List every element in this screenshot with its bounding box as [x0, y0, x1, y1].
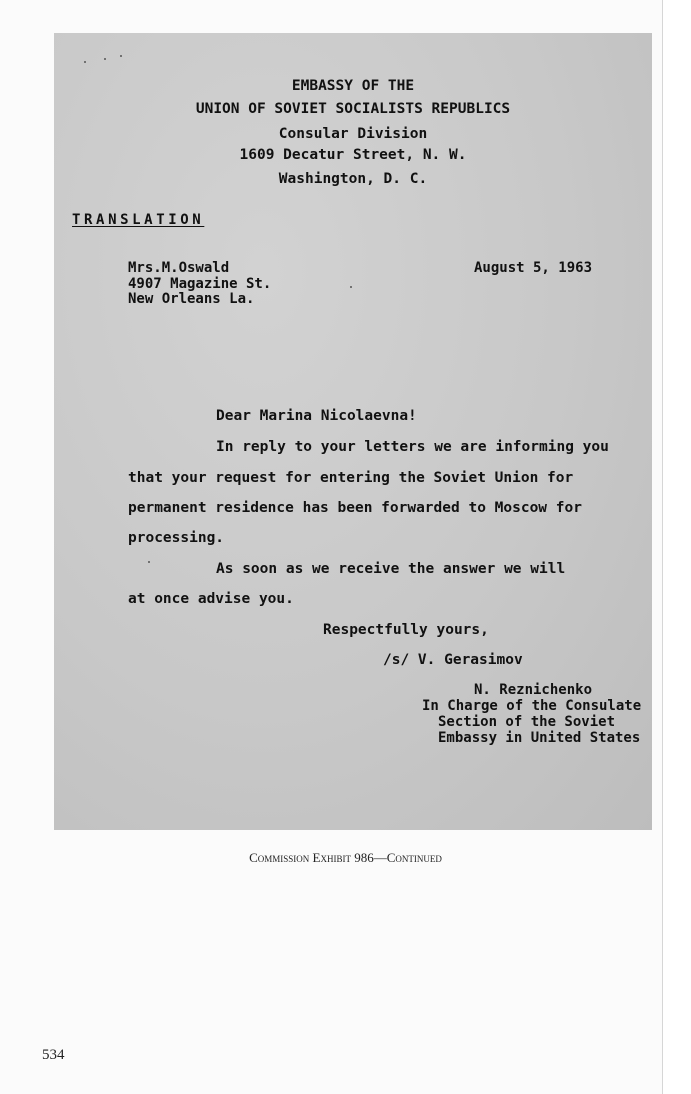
translation-label: TRANSLATION	[72, 212, 205, 228]
letter	[54, 33, 652, 830]
recipient-city: New Orleans La.	[128, 291, 255, 307]
valediction: Respectfully yours,	[323, 622, 489, 638]
speck	[350, 286, 352, 288]
signer-title-1: In Charge of the Consulate	[422, 698, 642, 714]
signer-name: N. Reznichenko	[474, 682, 593, 698]
letterhead-line-1: EMBASSY OF THE	[291, 78, 415, 94]
body-line-3: permanent residence has been forwarded to Moscow for	[128, 500, 582, 516]
recipient-name: Mrs.M.Oswald	[128, 260, 230, 276]
body-line-5: As soon as we receive the answer we will	[216, 561, 566, 577]
letterhead-line-5: Washington, D. C.	[278, 171, 428, 187]
body-line-6: at once advise you.	[128, 591, 294, 607]
speck	[148, 561, 150, 563]
body-line-4: processing.	[128, 530, 225, 546]
body-line-1: In reply to your letters we are informing you	[216, 439, 609, 455]
letter-date: August 5, 1963	[474, 260, 593, 276]
speck	[120, 55, 122, 57]
letterhead-line-4: 1609 Decatur Street, N. W.	[239, 147, 467, 163]
salutation: Dear Marina Nicolaevna!	[216, 408, 417, 424]
speck	[104, 58, 106, 60]
recipient-street: 4907 Magazine St.	[128, 276, 272, 292]
body-line-2: that your request for entering the Soviet Union for	[128, 470, 574, 486]
signer-title-3: Embassy in United States	[438, 730, 641, 746]
signature: /s/ V. Gerasimov	[383, 652, 523, 668]
letterhead-line-2: UNION OF SOVIET SOCIALISTS REPUBLICS	[195, 101, 511, 117]
exhibit-caption: Commission Exhibit 986—Continued	[249, 850, 442, 865]
signer-title-2: Section of the Soviet	[438, 714, 616, 730]
letter-photo	[54, 33, 652, 830]
letterhead-line-3: Consular Division	[278, 126, 428, 142]
speck	[84, 61, 86, 63]
page-number: 534	[42, 1047, 65, 1063]
